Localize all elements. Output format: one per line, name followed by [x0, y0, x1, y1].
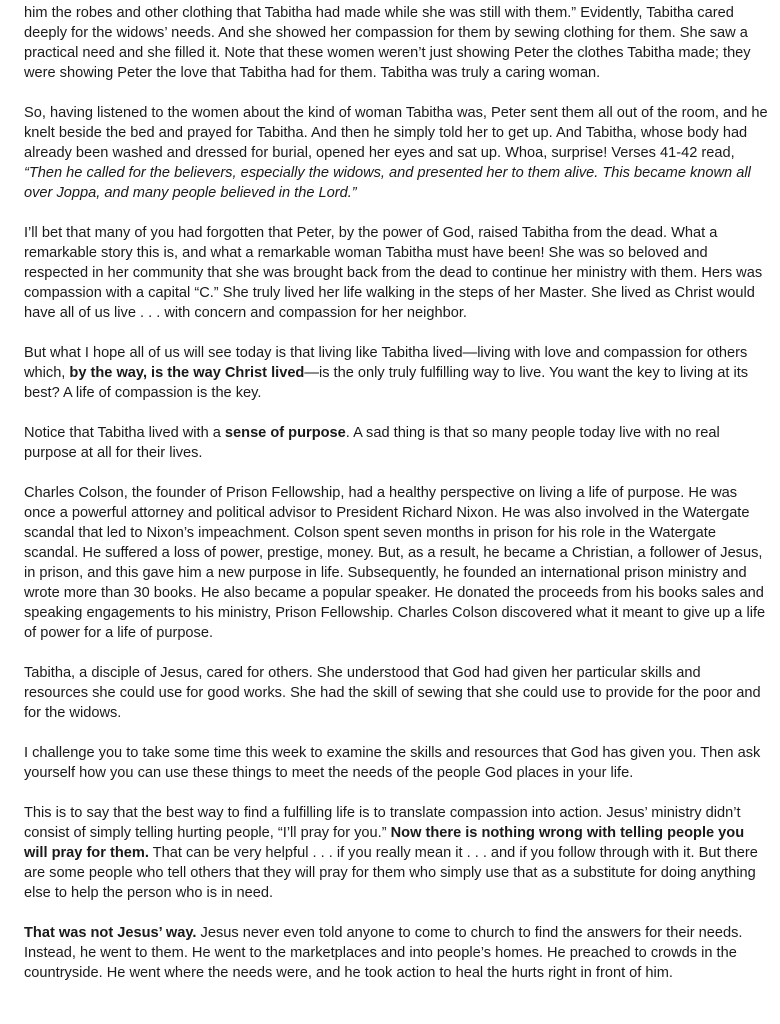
text-segment: Notice that Tabitha lived with a	[24, 425, 225, 441]
text-segment: him the robes and other clothing that Tabitha had made while she was still with them.” Evidently, Tabitha cared deeply for the widows’ needs. And she showed her compassion for them by sewing clothing for them. She saw a practical need and she filled it. Note that these women weren’t just showing Peter the clothes Tabitha made; they were showing Peter the love that Tabitha had for them. Tabitha was truly a caring woman.	[24, 5, 751, 81]
text-segment: —is the only truly fulfilling way to live. You want the key to living at its best? A life of compassion is the key.	[24, 365, 749, 401]
paragraph-3	[24, 223, 768, 323]
paragraph-9	[24, 803, 768, 903]
text-segment: I’ll bet that many of you had forgotten that Peter, by the power of God, raised Tabitha from the dead. What a remarkable story this is, and what a remarkable woman Tabitha must have been! She was so beloved and respected in her community that she was brought back from the dead to continue her ministry with them. Hers was compassion with a capital “C.” She truly lived her life walking in the steps of her Master. She lived as Christ would have all of us live . . . with concern and compassion for her neighbor.	[24, 225, 763, 321]
text-segment: That can be very helpful . . . if you really mean it . . . and if you follow through with it. But there are some people who tell others that they will pray for them who simply use that as a substitute for doing anything else to help the person who is in need.	[24, 845, 758, 901]
emphasis-text: That was not Jesus’ way.	[24, 925, 197, 941]
paragraph-6	[24, 483, 768, 643]
text-segment: Charles Colson, the founder of Prison Fellowship, had a healthy perspective on living a life of purpose. He was once a powerful attorney and political advisor to President Richard Nixon. He was also involved in the Watergate scandal that led to Nixon’s impeachment. Colson spent seven months in prison for his role in the Watergate scandal. He suffered a loss of power, prestige, money. But, as a result, he became a Christian, a follower of Jesus, in prison, and this gave him a new purpose in life. Subsequently, he founded an international prison ministry and wrote more than 30 books. He also became a popular speaker. He donated the proceeds from his books sales and speaking engagements to his ministry, Prison Fellowship. Charles Colson discovered what it meant to give up a life of power for a life of purpose.	[24, 485, 766, 641]
text-segment: But what I hope all of us will see today is that living like Tabitha lived—living with love and compassion for others which,	[24, 345, 748, 381]
paragraph-1	[24, 3, 768, 83]
paragraph-10	[24, 923, 768, 983]
scripture-quote: “Then he called for the believers, especially the widows, and presented her to them alive. This became known all over Joppa, and many people believed in the Lord.”	[24, 165, 751, 201]
emphasis-text: sense of purpose	[224, 425, 346, 441]
text-segment: Jesus never even told anyone to come to church to find the answers for their needs. Instead, he went to them. He went to the marketplaces and into people’s homes. He preached to crowds in the countryside. He went where the needs were, and he took action to heal the hurts right in front of him.	[24, 925, 743, 981]
text-segment: This is to say that the best way to find a fulfilling life is to translate compassion into action. Jesus’ ministry didn’t consist of simply telling hurting people, “I’ll pray for you.”	[24, 805, 741, 841]
text-segment: . A sad thing is that so many people today live with no real purpose at all for their lives.	[24, 425, 720, 461]
emphasis-text: Now there is nothing wrong with telling people you will pray for them.	[24, 825, 745, 861]
text-segment: Tabitha, a disciple of Jesus, cared for others. She understood that God had given her particular skills and resources she could use for good works. She had the skill of sewing that she could use to provide for the poor and for the widows.	[24, 665, 761, 721]
paragraph-8	[24, 743, 768, 783]
emphasis-text: by the way, is the way Christ lived	[69, 365, 305, 381]
text-segment: So, having listened to the women about the kind of woman Tabitha was, Peter sent them all out of the room, and he knelt beside the bed and prayed for Tabitha. And then he simply told her to get up. And Tabitha, whose body had already been washed and dressed for burial, opened her eyes and sat up. Whoa, surprise! Verses 41-42 read,	[24, 105, 768, 161]
paragraph-5	[24, 423, 768, 463]
text-segment: I challenge you to take some time this week to examine the skills and resources that God has given you. Then ask yourself how you can use these things to meet the needs of the people God places in your life.	[24, 745, 761, 781]
paragraph-2	[24, 103, 768, 203]
paragraph-4	[24, 343, 768, 403]
paragraph-7	[24, 663, 768, 723]
